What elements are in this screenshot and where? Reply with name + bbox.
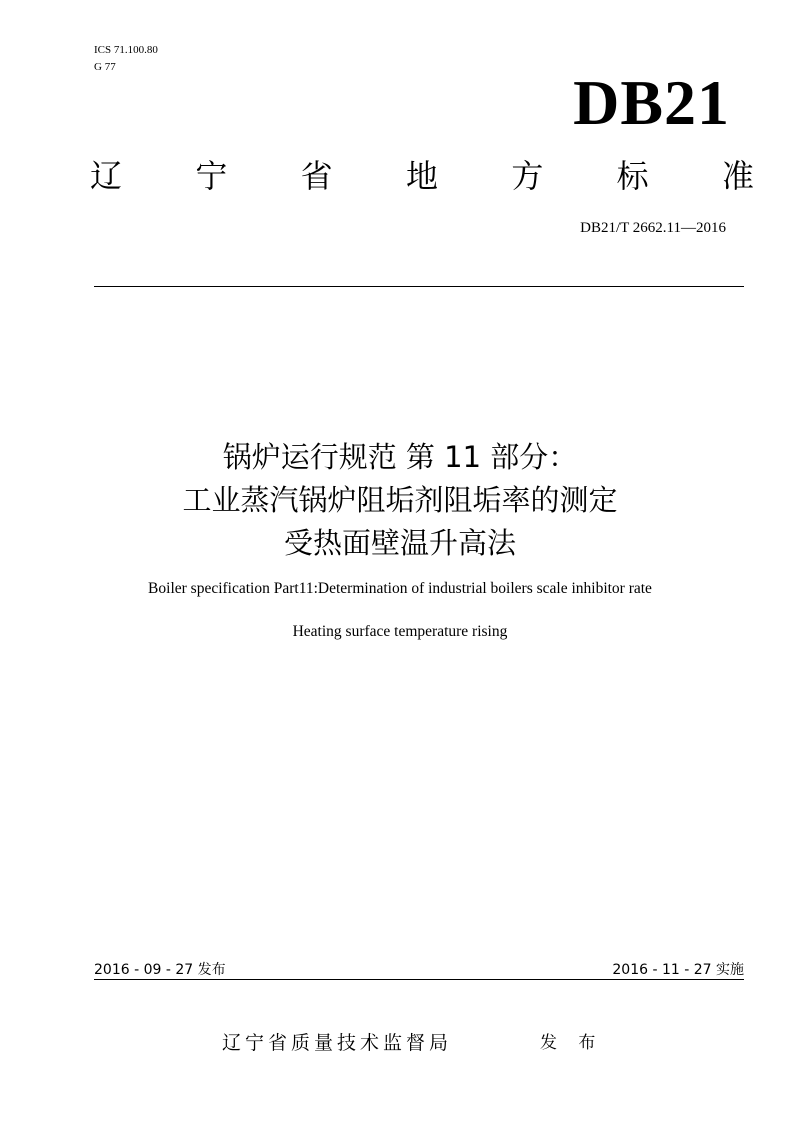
- issue-date: 2016 - 09 - 27 发布: [94, 962, 226, 978]
- issuing-authority: 辽宁省质量技术监督局: [222, 1032, 453, 1054]
- standard-number: DB21/T 2662.11—2016: [580, 220, 726, 236]
- standard-logo: DB21: [573, 67, 730, 138]
- top-divider: [94, 286, 744, 287]
- standard-type-char: 地: [405, 157, 438, 195]
- english-subtitle: Heating surface temperature rising: [292, 623, 508, 640]
- standard-type: [90, 156, 754, 196]
- issue-label: 发 布: [540, 1033, 604, 1053]
- chinese-title-line: 工业蒸汽锅炉阻垢剂阻垢率的测定: [182, 483, 618, 517]
- english-title: Boiler specification Part11:Determination of industrial boilers scale inhibitor rate: [148, 580, 652, 597]
- standard-type-char: 宁: [195, 157, 228, 195]
- standard-type-char: 辽: [90, 157, 123, 195]
- bottom-divider: [94, 979, 744, 980]
- chinese-title: [60, 436, 740, 565]
- ccs-code: G 77: [94, 61, 116, 73]
- chinese-title-line: 锅炉运行规范 第 11 部分：: [222, 440, 578, 474]
- ics-code: ICS 71.100.80: [94, 44, 158, 56]
- implementation-date: 2016 - 11 - 27 实施: [612, 962, 744, 978]
- standard-type-char: 方: [511, 157, 544, 195]
- standard-type-char: 标: [616, 157, 649, 195]
- standard-type-char: 省: [300, 157, 333, 195]
- standard-type-char: 准: [721, 157, 754, 195]
- chinese-title-line: 受热面壁温升高法: [283, 526, 516, 560]
